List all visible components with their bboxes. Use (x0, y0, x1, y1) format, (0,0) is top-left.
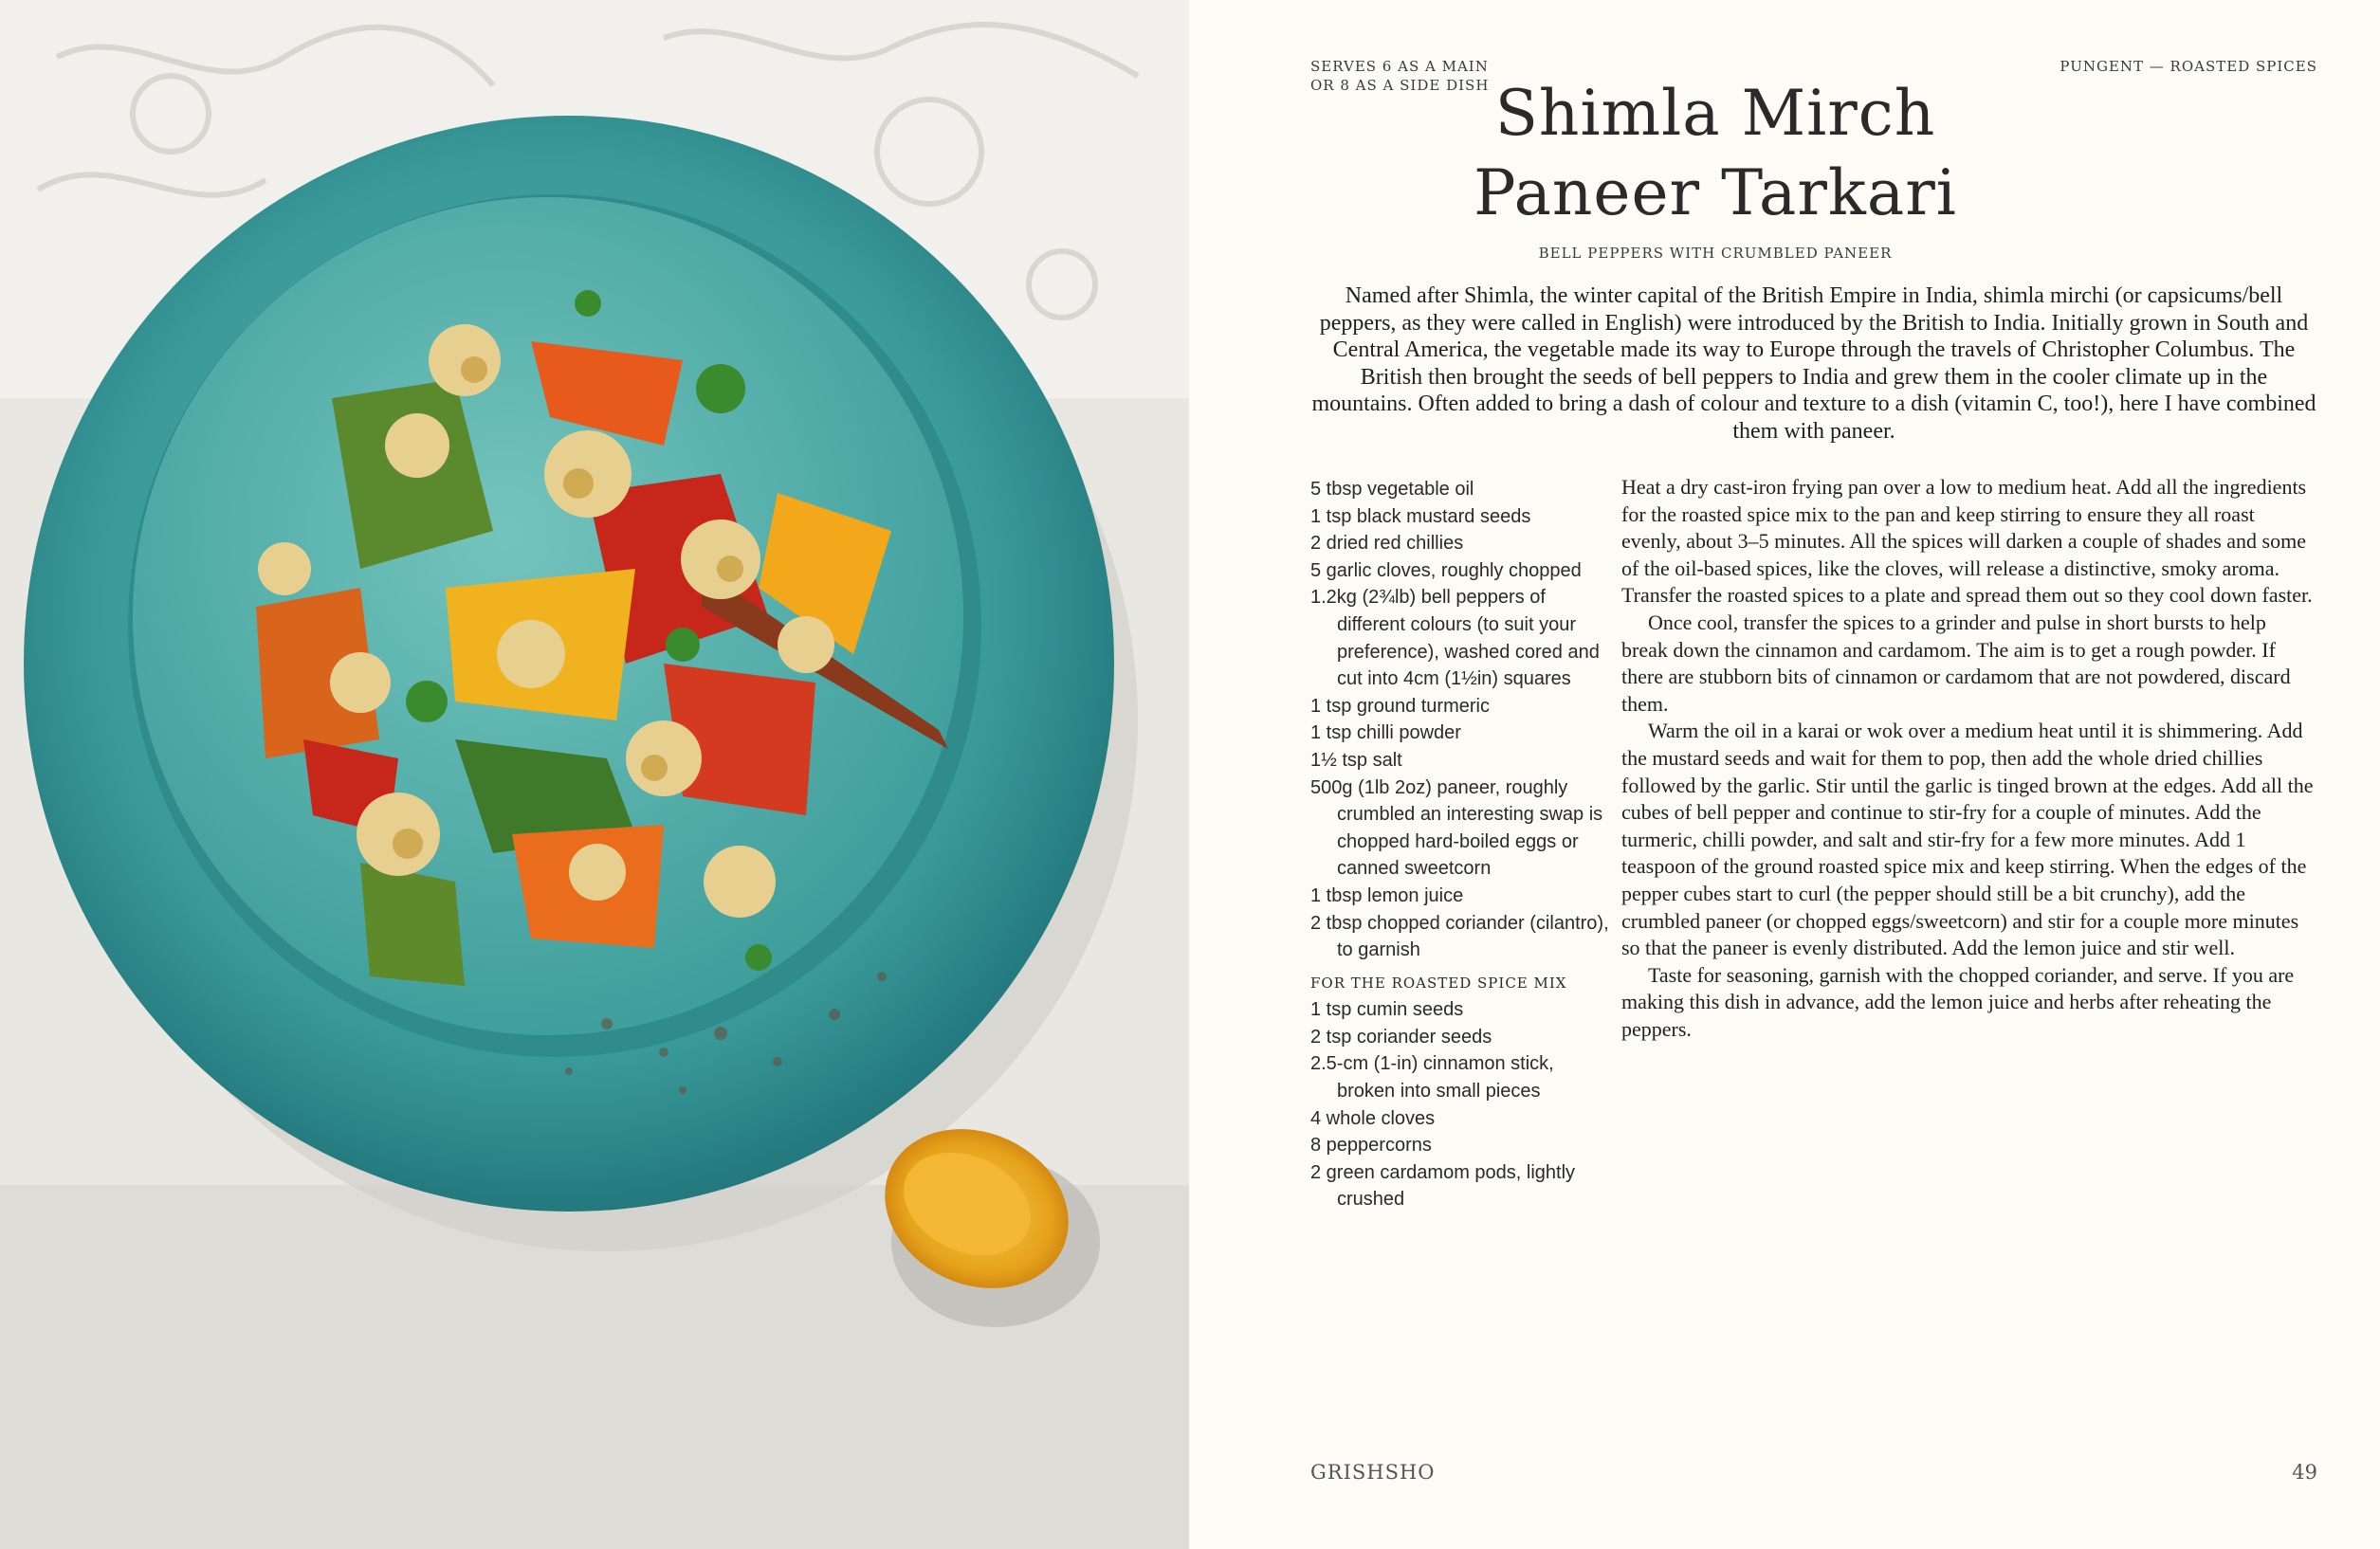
ingredient-item: 1.2kg (2¾lb) bell peppers of different colours (to suit your preference), washed cored and cut into 4cm (1½in) squares (1310, 587, 1600, 690)
spice-mix-item: 8 peppercorns (1310, 1135, 1432, 1157)
spice-mix-item: 2.5-cm (1-in) cinnamon stick, broken into small pieces (1310, 1053, 1554, 1103)
method-step: Once cool, transfer the spices to a grinder and pulse in short bursts to help break down the cinnamon and cardamom. The aim is to get a rough powder. If there are stubborn bits of cinnamon or cardamom that are not powdered, discard them. (1621, 610, 2291, 716)
method-step: Taste for seasoning, garnish with the chopped coriander, and serve. If you are making this dish in advance, add the lemon juice and herbs after reheating the peppers. (1621, 962, 2295, 1041)
ingredient-item: 1 tsp black mustard seeds (1310, 505, 1531, 527)
method-step: Heat a dry cast-iron frying pan over a low to medium heat. Add all the ingredients for the roasted spice mix to the pan and keep stirring to ensure they all roast evenly, about 3–5 minutes. All the spices will darken a couple of shades and some of the oil-based spices, like the cloves, will release a distinctive, smoky aroma. Transfer the roasted spices to a plate and spread them out so they cool down faster. (1621, 475, 2313, 608)
book-title-footer: GRISHSHO (1310, 1461, 1436, 1484)
ingredient-item: 1 tbsp lemon juice (1310, 884, 1464, 906)
serves-note: SERVES 6 AS A MAIN OR 8 AS A SIDE DISH (1310, 58, 1490, 94)
ingredient-item: 2 tbsp chopped coriander (cilantro), to garnish (1310, 912, 1609, 961)
spice-mix-item: 1 tsp cumin seeds (1310, 999, 1464, 1021)
method-text (1621, 474, 2317, 1043)
ingredient-item: 500g (1lb 2oz) paneer, roughly crumbled an interesting swap is chopped hard-boiled eggs or canned sweetcorn (1310, 776, 1603, 880)
ingredient-item: 1 tsp chilli powder (1310, 722, 1461, 744)
ingredient-item: 1 tsp ground turmeric (1310, 695, 1490, 717)
ingredient-item: 5 tbsp vegetable oil (1310, 479, 1474, 500)
ingredient-item: 1½ tsp salt (1310, 749, 1402, 771)
recipe-title: Shimla Mirch Paneer Tarkari (1474, 77, 1957, 229)
spice-mix-heading: FOR THE ROASTED SPICE MIX (1310, 974, 1567, 992)
spice-mix-item: 4 whole cloves (1310, 1107, 1436, 1129)
chapter-label: PUNGENT — ROASTED SPICES (2060, 58, 2317, 75)
ingredient-item: 5 garlic cloves, roughly chopped (1310, 559, 1582, 581)
recipe-page (1189, 0, 2380, 1549)
page-number: 49 (2292, 1461, 2317, 1484)
intro-paragraph: Named after Shimla, the winter capital of the British Empire in India, shimla mirchi (or capsicums/bell peppers, as they were called in English) were introduced by the British to India. Initially grown in South and Central America, the vegetable made its way to Europe through the travels of Christopher Columbus. The British then brought the seeds of bell peppers to India and grew them in the cooler climate up in the mountains. Often added to bring a dash of colour and texture to a dish (vitamin C, too!), here I have combined them with paneer. (1311, 283, 2316, 444)
recipe-subtitle: BELL PEPPERS WITH CRUMBLED PANEER (1538, 245, 1893, 262)
food-photo (0, 0, 1189, 1549)
paneer-dish-photo (0, 0, 1189, 1549)
ingredient-item: 2 dried red chillies (1310, 533, 1464, 555)
spice-mix-item: 2 green cardamom pods, lightly crushed (1310, 1161, 1576, 1211)
method-step: Warm the oil in a karai or wok over a medium heat until it is shimmering. Add the mustard seeds and wait for them to pop, then add the whole dried chillies followed by the garlic. Stir until the garlic is tinged brown at the edges. Add all the cubes of bell pepper and continue to stir-fry for a couple of minutes. Add the turmeric, chilli powder, and salt and stir-fry for a few more minutes. Add 1 teaspoon of the ground roasted spice mix and keep stirring. When the edges of the pepper cubes start to curl (the pepper should still be a bit crunchy), add the crumbled paneer (or chopped eggs/sweetcorn) and stir for a couple more minutes so that the paneer is evenly distributed. Add the lemon juice and stir well. (1621, 719, 2314, 960)
ingredient-list (1310, 476, 1614, 1213)
spice-mix-item: 2 tsp coriander seeds (1310, 1026, 1492, 1048)
